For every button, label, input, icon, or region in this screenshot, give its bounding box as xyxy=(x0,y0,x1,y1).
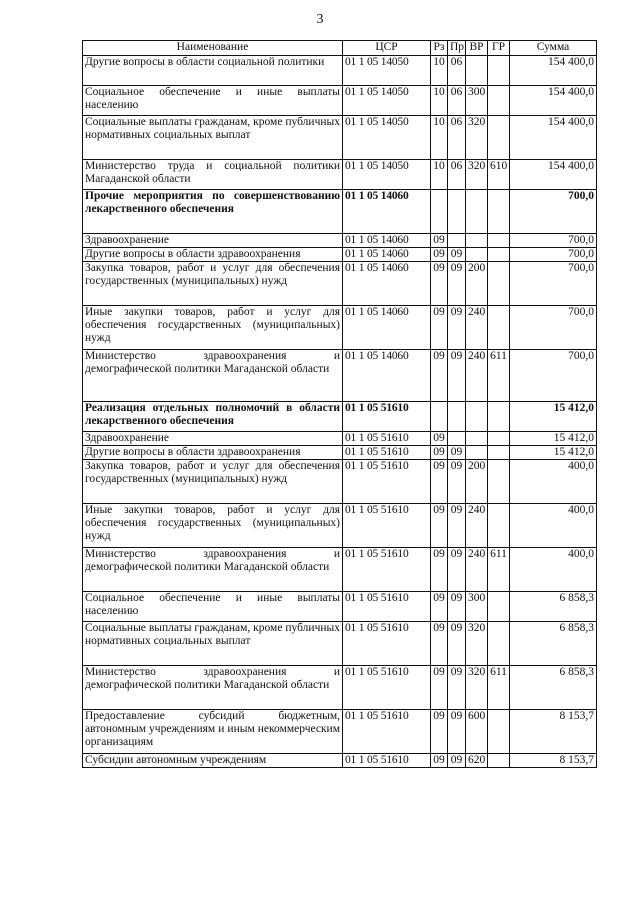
cell-sum: 6 858,3 xyxy=(510,592,597,622)
cell-gr xyxy=(488,504,510,548)
cell-csr: 01 1 05 14050 xyxy=(343,160,431,190)
cell-vr xyxy=(466,190,488,234)
table-row xyxy=(83,56,597,86)
cell-rz: 09 xyxy=(431,548,448,592)
header-pr: Пр xyxy=(448,41,466,56)
cell-sum: 700,0 xyxy=(510,262,597,306)
cell-csr: 01 1 05 51610 xyxy=(343,592,431,622)
cell-vr xyxy=(466,56,488,86)
cell-pr: 09 xyxy=(448,460,466,504)
cell-name: Здравоохранение xyxy=(83,234,343,248)
cell-gr xyxy=(488,56,510,86)
cell-sum: 400,0 xyxy=(510,460,597,504)
cell-sum: 6 858,3 xyxy=(510,666,597,710)
cell-pr xyxy=(448,190,466,234)
cell-csr: 01 1 05 51610 xyxy=(343,446,431,460)
cell-name: Другие вопросы в области здравоохранения xyxy=(83,248,343,262)
cell-vr: 320 xyxy=(466,666,488,710)
cell-pr: 09 xyxy=(448,446,466,460)
cell-vr: 200 xyxy=(466,262,488,306)
cell-csr: 01 1 05 51610 xyxy=(343,504,431,548)
cell-gr xyxy=(488,306,510,350)
cell-sum: 8 153,7 xyxy=(510,710,597,754)
cell-sum: 154 400,0 xyxy=(510,56,597,86)
cell-name: Здравоохранение xyxy=(83,432,343,446)
cell-rz: 10 xyxy=(431,160,448,190)
cell-gr xyxy=(488,86,510,116)
header-csr: ЦСР xyxy=(343,41,431,56)
cell-sum: 15 412,0 xyxy=(510,446,597,460)
cell-sum: 8 153,7 xyxy=(510,754,597,768)
table-row xyxy=(83,460,597,504)
cell-pr: 09 xyxy=(448,622,466,666)
table-row xyxy=(83,432,597,446)
cell-vr: 240 xyxy=(466,306,488,350)
table-row xyxy=(83,548,597,592)
cell-vr xyxy=(466,234,488,248)
cell-name: Закупка товаров, работ и услуг для обеспечения государственных (муниципальных) нужд xyxy=(83,460,343,504)
cell-csr: 01 1 05 14060 xyxy=(343,190,431,234)
cell-csr: 01 1 05 51610 xyxy=(343,710,431,754)
budget-table xyxy=(82,40,597,768)
cell-vr xyxy=(466,248,488,262)
table-row xyxy=(83,86,597,116)
cell-csr: 01 1 05 14060 xyxy=(343,234,431,248)
cell-rz: 09 xyxy=(431,592,448,622)
cell-vr xyxy=(466,446,488,460)
cell-pr: 06 xyxy=(448,86,466,116)
cell-name: Закупка товаров, работ и услуг для обеспечения государственных (муниципальных) нужд xyxy=(83,262,343,306)
cell-pr: 06 xyxy=(448,116,466,160)
header-gr: ГР xyxy=(488,41,510,56)
cell-name: Другие вопросы в области здравоохранения xyxy=(83,446,343,460)
cell-pr: 09 xyxy=(448,548,466,592)
cell-csr: 01 1 05 51610 xyxy=(343,754,431,768)
table-row xyxy=(83,262,597,306)
table-row xyxy=(83,592,597,622)
cell-rz: 09 xyxy=(431,710,448,754)
table-row xyxy=(83,710,597,754)
table-row xyxy=(83,350,597,402)
cell-rz: 09 xyxy=(431,504,448,548)
cell-vr xyxy=(466,402,488,432)
cell-rz: 09 xyxy=(431,262,448,306)
cell-sum: 154 400,0 xyxy=(510,160,597,190)
cell-sum: 6 858,3 xyxy=(510,622,597,666)
cell-gr xyxy=(488,592,510,622)
cell-csr: 01 1 05 14060 xyxy=(343,306,431,350)
cell-gr xyxy=(488,622,510,666)
cell-sum: 700,0 xyxy=(510,248,597,262)
cell-gr: 611 xyxy=(488,548,510,592)
cell-rz xyxy=(431,402,448,432)
cell-sum: 15 412,0 xyxy=(510,432,597,446)
header-rz: Рз xyxy=(431,41,448,56)
cell-pr: 09 xyxy=(448,504,466,548)
table-row xyxy=(83,622,597,666)
cell-name: Министерство здравоохранения и демографической политики Магаданской области xyxy=(83,350,343,402)
cell-rz: 09 xyxy=(431,666,448,710)
cell-rz: 09 xyxy=(431,460,448,504)
table-row xyxy=(83,504,597,548)
cell-rz: 09 xyxy=(431,432,448,446)
cell-name: Иные закупки товаров, работ и услуг для обеспечения государственных (муниципальных) нужд xyxy=(83,504,343,548)
cell-csr: 01 1 05 51610 xyxy=(343,548,431,592)
cell-name: Субсидии автономным учреждениям xyxy=(83,754,343,768)
cell-rz: 09 xyxy=(431,234,448,248)
cell-vr: 320 xyxy=(466,116,488,160)
cell-name: Социальные выплаты гражданам, кроме публичных нормативных социальных выплат xyxy=(83,116,343,160)
cell-name: Министерство здравоохранения и демографической политики Магаданской области xyxy=(83,548,343,592)
cell-rz: 10 xyxy=(431,86,448,116)
table-row xyxy=(83,402,597,432)
cell-vr: 320 xyxy=(466,160,488,190)
table-row xyxy=(83,116,597,160)
cell-gr xyxy=(488,432,510,446)
header-sum: Сумма xyxy=(510,41,597,56)
table-row xyxy=(83,190,597,234)
cell-csr: 01 1 05 14050 xyxy=(343,56,431,86)
table-row xyxy=(83,234,597,248)
header-name: Наименование xyxy=(83,41,343,56)
cell-csr: 01 1 05 14060 xyxy=(343,262,431,306)
cell-pr: 09 xyxy=(448,262,466,306)
cell-gr xyxy=(488,754,510,768)
cell-name: Прочие мероприятия по совершенствованию лекарственного обеспечения xyxy=(83,190,343,234)
cell-pr: 09 xyxy=(448,592,466,622)
cell-vr: 300 xyxy=(466,86,488,116)
cell-sum: 15 412,0 xyxy=(510,402,597,432)
cell-csr: 01 1 05 51610 xyxy=(343,666,431,710)
cell-vr: 300 xyxy=(466,592,488,622)
cell-csr: 01 1 05 14060 xyxy=(343,248,431,262)
cell-gr: 610 xyxy=(488,160,510,190)
cell-pr: 09 xyxy=(448,306,466,350)
cell-vr: 240 xyxy=(466,504,488,548)
cell-csr: 01 1 05 14050 xyxy=(343,116,431,160)
cell-gr: 611 xyxy=(488,350,510,402)
cell-sum: 700,0 xyxy=(510,350,597,402)
cell-csr: 01 1 05 51610 xyxy=(343,622,431,666)
cell-name: Социальные выплаты гражданам, кроме публичных нормативных социальных выплат xyxy=(83,622,343,666)
cell-pr: 09 xyxy=(448,666,466,710)
cell-vr xyxy=(466,432,488,446)
cell-gr: 611 xyxy=(488,666,510,710)
cell-name: Реализация отдельных полномочий в области лекарственного обеспечения xyxy=(83,402,343,432)
cell-vr: 320 xyxy=(466,622,488,666)
table-header xyxy=(83,41,597,56)
cell-gr xyxy=(488,248,510,262)
cell-pr: 09 xyxy=(448,754,466,768)
table-row xyxy=(83,306,597,350)
cell-pr: 06 xyxy=(448,56,466,86)
cell-pr: 09 xyxy=(448,350,466,402)
table-row xyxy=(83,160,597,190)
cell-gr xyxy=(488,710,510,754)
cell-vr: 620 xyxy=(466,754,488,768)
cell-name: Министерство здравоохранения и демографической политики Магаданской области xyxy=(83,666,343,710)
cell-gr xyxy=(488,402,510,432)
cell-gr xyxy=(488,446,510,460)
cell-sum: 154 400,0 xyxy=(510,86,597,116)
cell-csr: 01 1 05 14060 xyxy=(343,350,431,402)
table-row xyxy=(83,754,597,768)
cell-vr: 240 xyxy=(466,548,488,592)
cell-rz: 10 xyxy=(431,56,448,86)
cell-rz: 09 xyxy=(431,248,448,262)
cell-pr xyxy=(448,432,466,446)
cell-name: Иные закупки товаров, работ и услуг для обеспечения государственных (муниципальных) нужд xyxy=(83,306,343,350)
cell-csr: 01 1 05 51610 xyxy=(343,402,431,432)
cell-rz: 09 xyxy=(431,350,448,402)
header-vr: ВР xyxy=(466,41,488,56)
cell-name: Министерство труда и социальной политики Магаданской области xyxy=(83,160,343,190)
cell-sum: 700,0 xyxy=(510,190,597,234)
cell-rz: 10 xyxy=(431,116,448,160)
cell-gr xyxy=(488,190,510,234)
cell-pr xyxy=(448,402,466,432)
cell-rz: 09 xyxy=(431,622,448,666)
cell-csr: 01 1 05 51610 xyxy=(343,432,431,446)
table-row xyxy=(83,666,597,710)
cell-name: Другие вопросы в области социальной политики xyxy=(83,56,343,86)
cell-csr: 01 1 05 14050 xyxy=(343,86,431,116)
cell-vr: 240 xyxy=(466,350,488,402)
page-number: 3 xyxy=(316,12,324,27)
cell-vr: 600 xyxy=(466,710,488,754)
cell-name: Предоставление субсидий бюджетным, автономным учреждениям и иным некоммерческим организациям xyxy=(83,710,343,754)
cell-rz: 09 xyxy=(431,306,448,350)
cell-csr: 01 1 05 51610 xyxy=(343,460,431,504)
cell-pr: 09 xyxy=(448,248,466,262)
cell-sum: 154 400,0 xyxy=(510,116,597,160)
cell-pr: 06 xyxy=(448,160,466,190)
cell-name: Социальное обеспечение и иные выплаты населению xyxy=(83,592,343,622)
table-row xyxy=(83,248,597,262)
cell-sum: 400,0 xyxy=(510,504,597,548)
cell-rz: 09 xyxy=(431,754,448,768)
cell-rz xyxy=(431,190,448,234)
cell-gr xyxy=(488,460,510,504)
cell-pr: 09 xyxy=(448,710,466,754)
table-body xyxy=(83,56,597,768)
table-row xyxy=(83,446,597,460)
cell-rz: 09 xyxy=(431,446,448,460)
cell-gr xyxy=(488,262,510,306)
cell-sum: 700,0 xyxy=(510,306,597,350)
cell-gr xyxy=(488,234,510,248)
cell-sum: 400,0 xyxy=(510,548,597,592)
cell-pr xyxy=(448,234,466,248)
cell-name: Социальное обеспечение и иные выплаты населению xyxy=(83,86,343,116)
cell-sum: 700,0 xyxy=(510,234,597,248)
cell-vr: 200 xyxy=(466,460,488,504)
cell-gr xyxy=(488,116,510,160)
